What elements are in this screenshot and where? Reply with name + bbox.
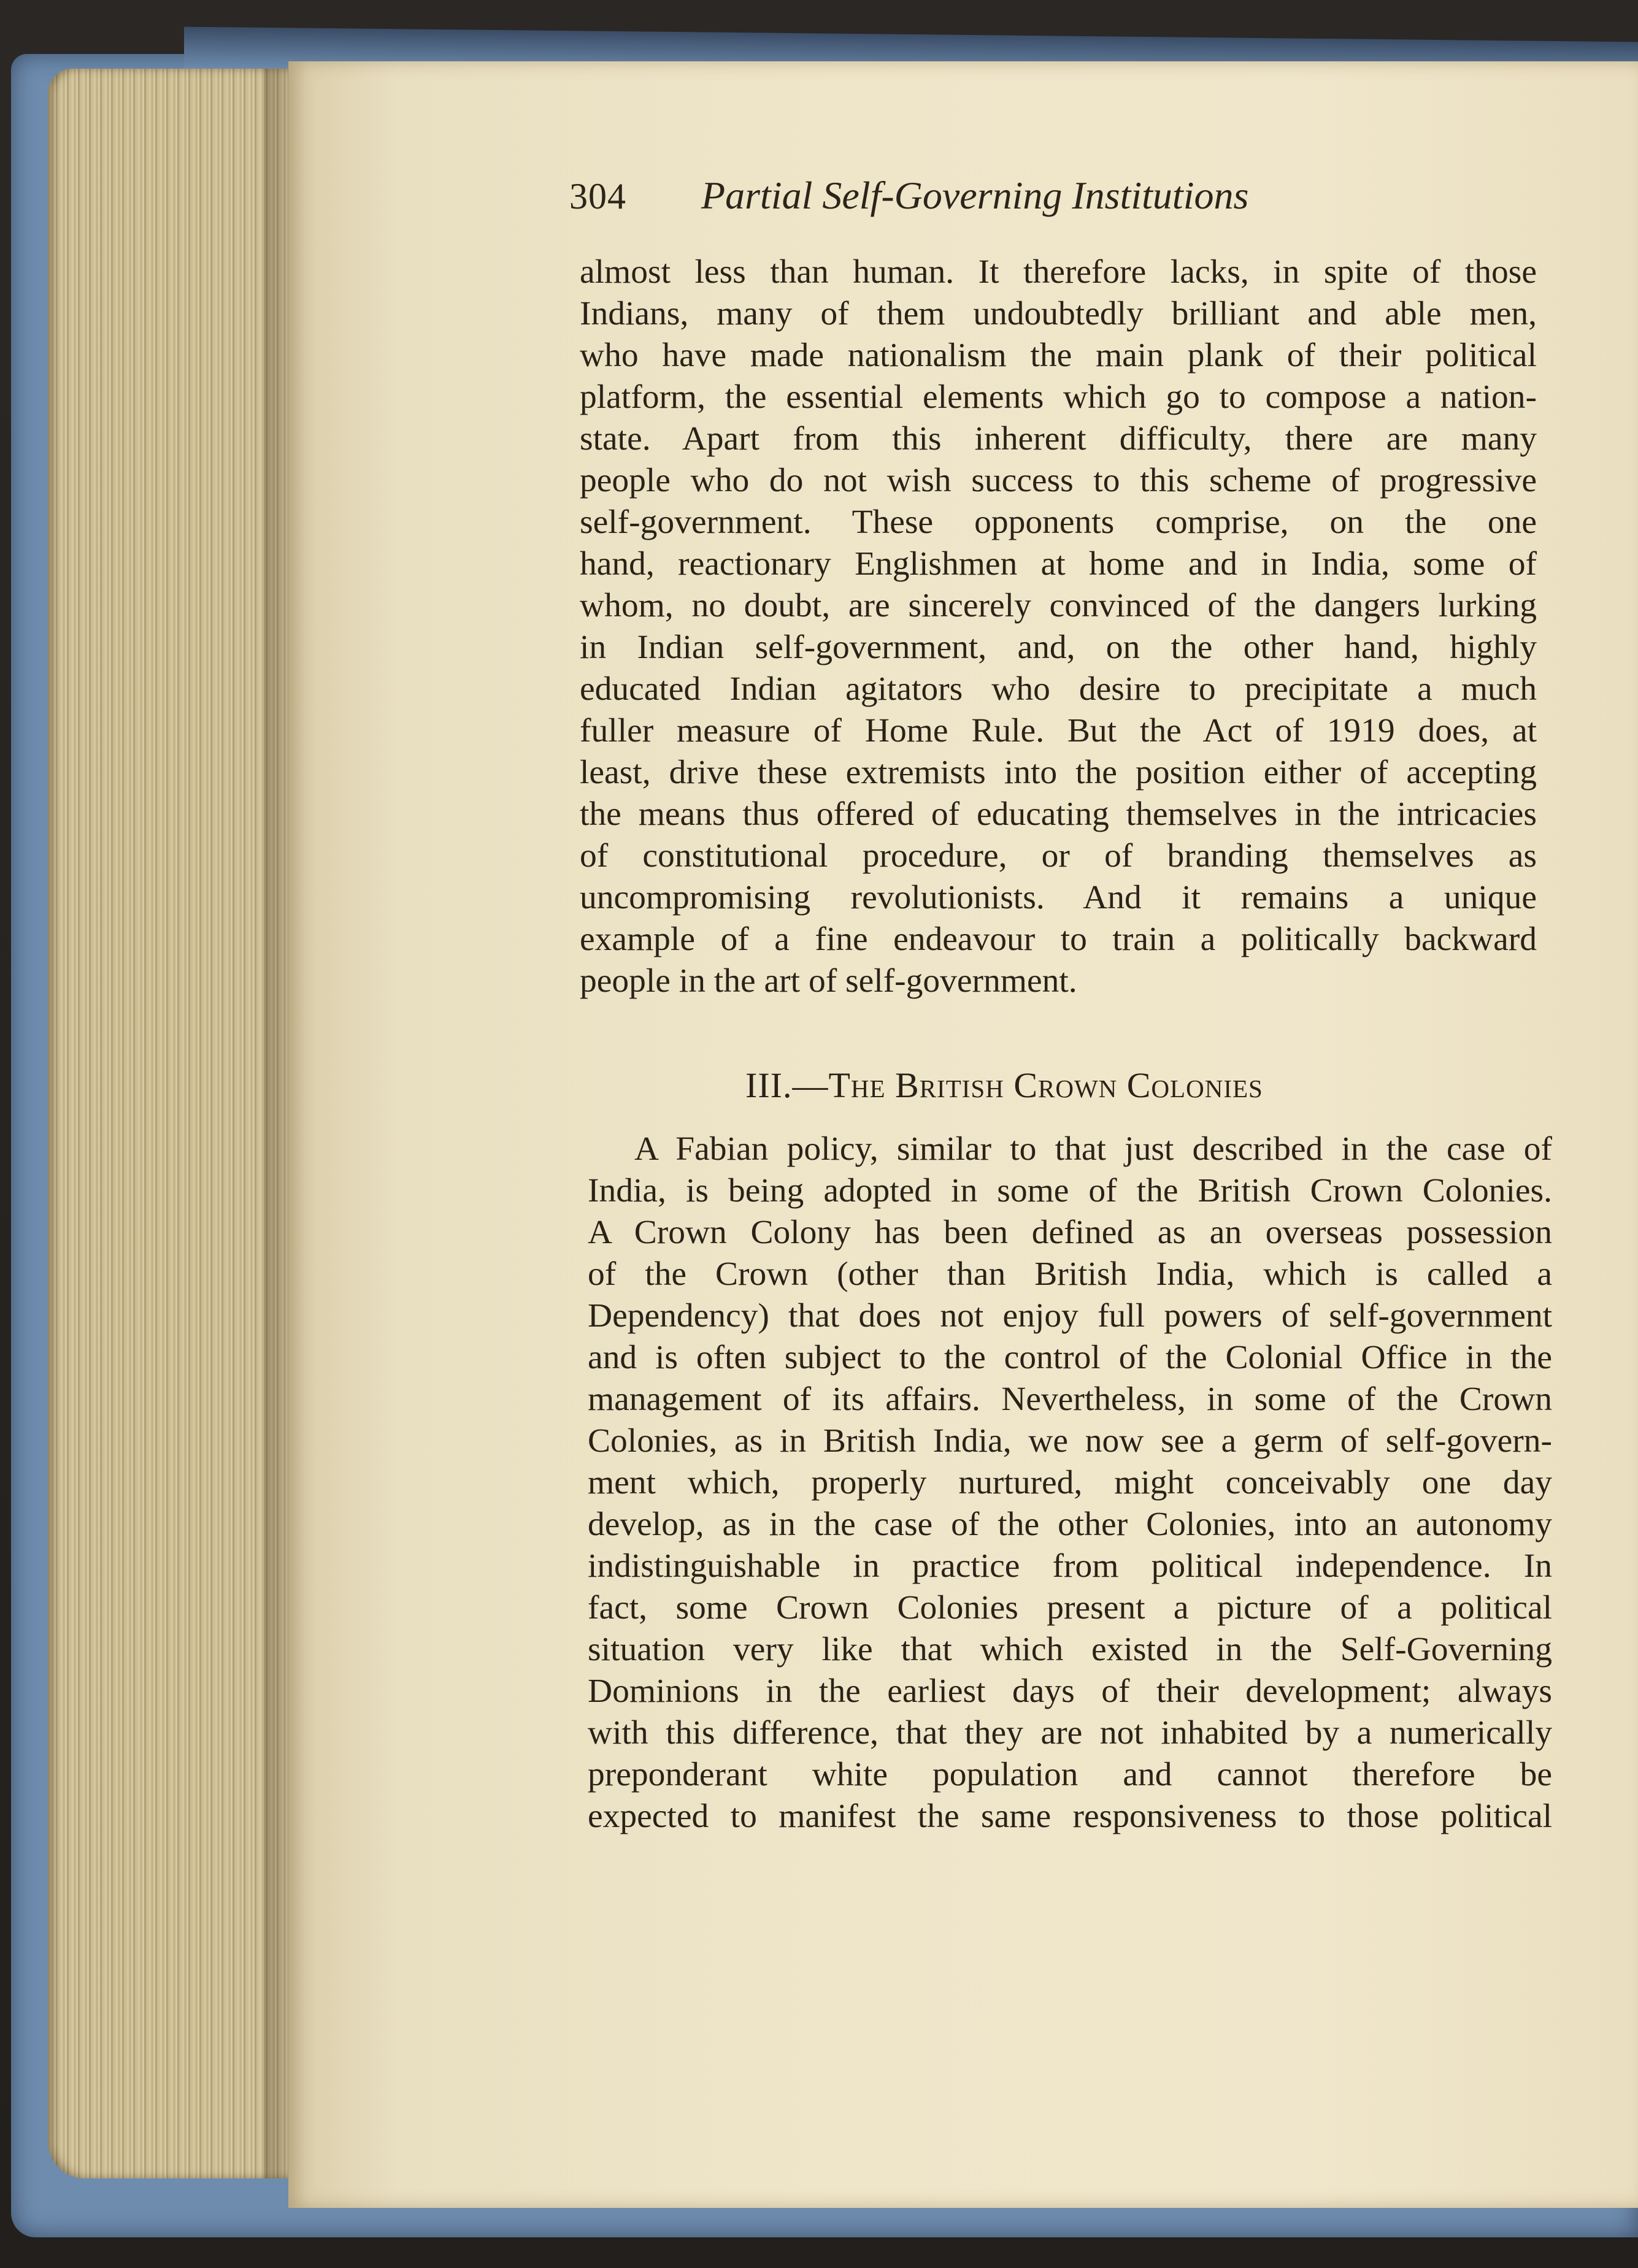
text-line: least, drive these extremists into the position either of accepting: [580, 754, 1537, 791]
text-line: Indians, many of them undoubtedly brilliant and able men,: [580, 295, 1537, 332]
text-line: who have made nationalism the main plank of their political: [580, 337, 1537, 374]
page-number: 304: [569, 176, 626, 216]
text-line: expected to manifest the same responsiveness to those political: [588, 1798, 1552, 1835]
text-line: with this difference, that they are not inhabited by a numerically: [588, 1714, 1552, 1752]
text-line: the means thus offered of educating themselves in the intricacies: [580, 795, 1537, 833]
text-line: almost less than human. It therefore lacks, in spite of those: [580, 253, 1537, 291]
text-line: preponderant white population and cannot therefore be: [588, 1756, 1552, 1793]
text-line: people who do not wish success to this scheme of progressive: [580, 462, 1537, 499]
paragraph-1: [580, 251, 1537, 1002]
text-line: self-government. These opponents comprise, on the one: [580, 504, 1537, 541]
text-line: ment which, properly nurtured, might conceivably one day: [588, 1464, 1552, 1501]
text-line: Dependency) that does not enjoy full powers of self-government: [588, 1297, 1552, 1335]
section-heading: III.—The British Crown Colonies: [745, 1065, 1263, 1105]
text-line: example of a fine endeavour to train a politically backward: [580, 921, 1537, 958]
text-line: state. Apart from this inherent difficulty, there are many: [580, 420, 1537, 458]
text-line: uncompromising revolutionists. And it remains a unique: [580, 879, 1537, 916]
text-line: fact, some Crown Colonies present a picture of a political: [588, 1589, 1552, 1626]
text-line: educated Indian agitators who desire to precipitate a much: [580, 670, 1537, 708]
text-line: fuller measure of Home Rule. But the Act of 1919 does, at: [580, 712, 1537, 749]
text-line: hand, reactionary Englishmen at home and in India, some of: [580, 545, 1537, 583]
running-head: Partial Self-Governing Institutions: [701, 174, 1249, 217]
text-line: in Indian self-government, and, on the other hand, highly: [580, 629, 1537, 666]
text-line: A Fabian policy, similar to that just described in the case of: [634, 1130, 1552, 1168]
text-line: people in the art of self-government.: [580, 962, 1077, 1000]
text-line: indistinguishable in practice from political independence. In: [588, 1547, 1552, 1585]
text-line: management of its affairs. Nevertheless, in some of the Crown: [588, 1381, 1552, 1418]
text-line: whom, no doubt, are sincerely convinced of the dangers lurking: [580, 587, 1537, 624]
paragraph-2: [588, 1128, 1552, 1837]
text-line: of constitutional procedure, or of branding themselves as: [580, 837, 1537, 875]
text-line: Colonies, as in British India, we now see a germ of self-govern-: [588, 1422, 1552, 1460]
text-line: of the Crown (other than British India, which is called a: [588, 1255, 1552, 1293]
text-line: Dominions in the earliest days of their development; always: [588, 1672, 1552, 1710]
text-line: situation very like that which existed in the Self-Governing: [588, 1631, 1552, 1668]
text-line: and is often subject to the control of the Colonial Office in the: [588, 1339, 1552, 1376]
text-line: A Crown Colony has been defined as an overseas possession: [588, 1214, 1552, 1251]
text-line: platform, the essential elements which go to compose a nation-: [580, 378, 1537, 416]
text-line: India, is being adopted in some of the British Crown Colonies.: [588, 1172, 1552, 1209]
text-line: develop, as in the case of the other Colonies, into an autonomy: [588, 1506, 1552, 1543]
page-header: [569, 173, 1379, 228]
